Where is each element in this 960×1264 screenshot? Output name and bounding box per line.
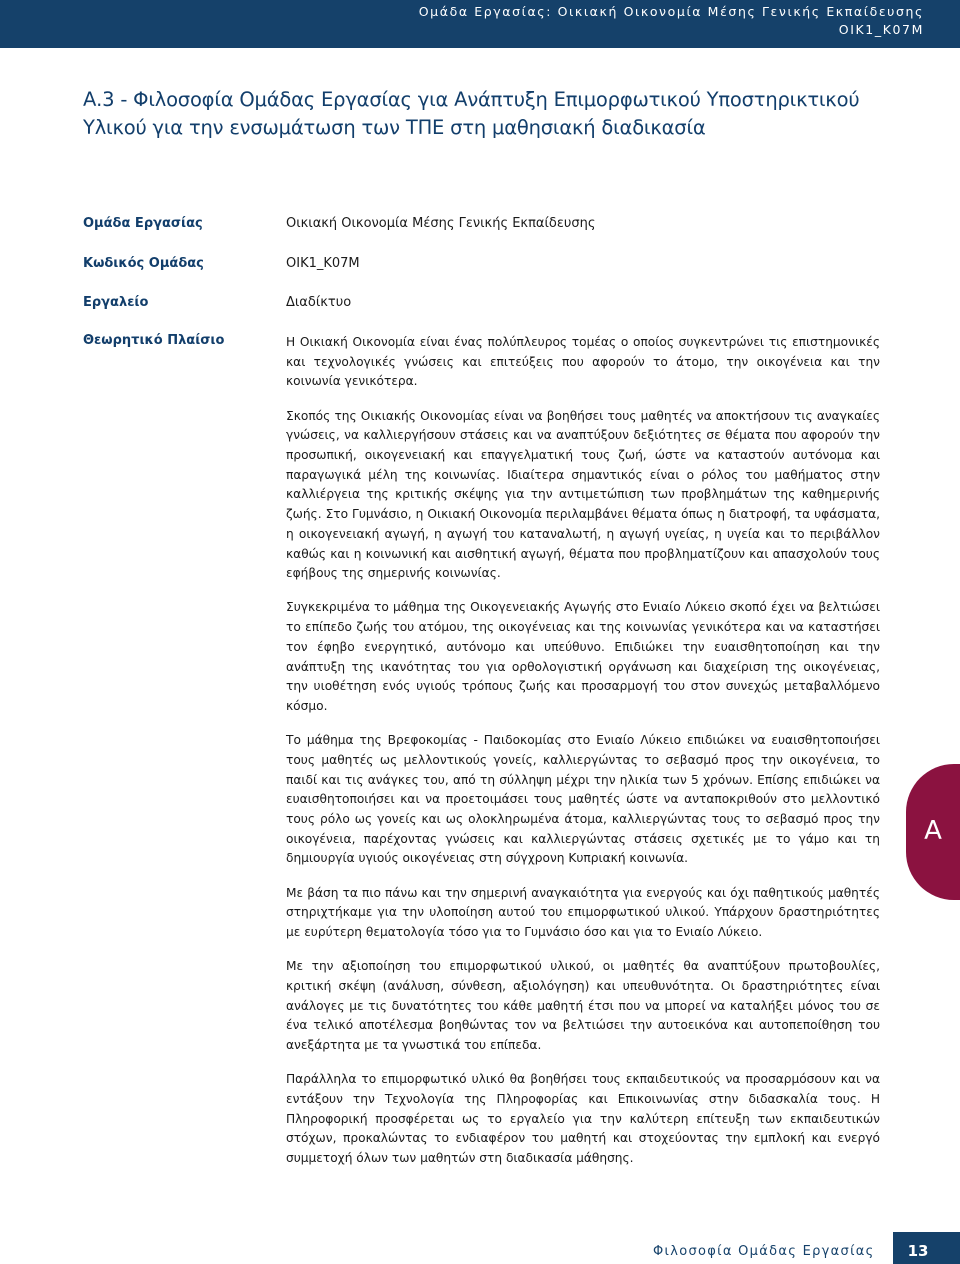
paragraph: Παράλληλα το επιμορφωτικό υλικό θα βοηθήσει τους εκπαιδευτικούς να προσαρμόσουν και να εντάξουν την Τεχνολογία της Πληροφορίας και Επικοινωνίας στην διδασκαλία τους. Η Πληροφορική προσφέρεται ως το εργαλείο για την καλύτερη επίτευξη των εκπαιδευτικών στόχων, προκαλώντας το ενδιαφέρον του μαθητή και στοχεύοντας την εμπλοκή και ενεργό συμμετοχή όλων των μαθητών στη διαδικασία μάθησης. <box>286 1072 880 1166</box>
footer-page-tab <box>893 1232 960 1264</box>
code-label: Κωδικός Ομάδας <box>83 256 204 271</box>
section-side-tab <box>906 764 960 900</box>
paragraph: Η Οικιακή Οικονομία είναι ένας πολύπλευρος τομέας ο οποίος συγκεντρώνει τις επιστημονικές και τεχνολογικές γνώσεις και επιτεύξεις που αφορούν το άτομο, την οικογένεια και την κοινωνία γενικότερα. <box>286 335 880 389</box>
team-value: Οικιακή Οικονομία Μέσης Γενικής Εκπαίδευσης <box>286 216 596 231</box>
framework-body <box>286 333 880 1183</box>
page-title-line2: Υλικού για την ενσωμάτωση των ΤΠΕ στη μαθησιακή διαδικασία <box>83 116 706 139</box>
header-code: ΟΙΚ1_Κ07Μ <box>838 22 924 37</box>
tool-value: Διαδίκτυο <box>286 295 352 310</box>
header-bar <box>0 0 960 48</box>
tool-label: Εργαλείο <box>83 295 149 310</box>
footer-section-title: Φιλοσοφία Ομάδας Εργασίας <box>653 1244 875 1259</box>
page-title-line1: Α.3 - Φιλοσοφία Ομάδας Εργασίας για Ανάπτυξη Επιμορφωτικού Υποστηρικτικού <box>83 88 860 111</box>
paragraph: Σκοπός της Οικιακής Οικονομίας είναι να βοηθήσει τους μαθητές να αποκτήσουν τις αναγκαίες γνώσεις, να καλλιεργήσουν στάσεις και να αναπτύξουν δεξιότητες σε θέματα που αφορούν την προσωπική, οικογενειακή και επαγγελματική τους ζωή, ώστε να καταστούν αυτόνομα και παραγωγικά μέλη της κοινωνίας. Ιδιαίτερα σημαντικός είναι ο ρόλος του μαθήματος στην καλλιέργεια της κριτικής σκέψης για την αντιμετώπιση των προβλημάτων της καθημερινής ζωής. Στο Γυμνάσιο, η Οικιακή Οικονομία περιλαμβάνει θέματα όπως η διατροφή, τα υφάσματα, η οικογενειακή αγωγή, η αγωγή του καταναλωτή, η αγωγή υγείας, η υγεία και το περιβάλλον καθώς και η κοινωνική και αισθητική αγωγή, θέματα που προβληματίζουν και απασχολούν τους εφήβους της σημερινής κοινωνίας. <box>286 408 880 581</box>
section-letter: Α <box>924 816 942 846</box>
header-subject: Ομάδα Εργασίας: Οικιακή Οικονομία Μέσης Γενικής Εκπαίδευσης <box>418 4 924 19</box>
team-label: Ομάδα Εργασίας <box>83 216 203 231</box>
page-number: 13 <box>907 1242 929 1260</box>
page-title <box>83 86 903 142</box>
paragraph: Το μάθημα της Βρεφοκομίας - Παιδοκομίας στο Ενιαίο Λύκειο επιδιώκει να ευαισθητοποιήσει τους μαθητές ως μελλοντικούς γονείς, καλλιεργώντας το σεβασμό προς την οικογένεια, το παιδί και τις ανάγκες του, από τη σύλληψη μέχρι την ηλικία των 5 χρόνων. Επίσης επιδιώκει να ευαισθητοποιήσει και να προετοιμάσει τους μαθητές ώστε να ανταποκριθούν στο μελλοντικό τους ρόλο ως γονείς και ως ολοκληρωμένα άτομα, καλλιεργώντας τους το σεβασμό προς την οικογένεια, παρέχοντας γνώσεις και καλλιεργώντας στάσεις σχετικές με το γάμο και τη δημιουργία υγιούς οικογένειας στη σύγχρονη Κυπριακή κοινωνία. <box>286 733 880 866</box>
paragraph: Με την αξιοποίηση του επιμορφωτικού υλικού, οι μαθητές θα αναπτύξουν πρωτοβουλίες, κριτική σκέψη (ανάλυση, σύνθεση, αξιολόγηση) και υπευθυνότητα. Οι δραστηριότητες είναι ανάλογες με τις δυνατότητες του κάθε μαθητή έτσι που να μπορεί να καταλήξει μόνος του σε ένα τελικό αποτέλεσμα βοηθώντας τον να βελτιώσει την αυτοεικόνα και αυτοπεποίθηση του ανεξάρτητα με τα γνωστικά του επίπεδα. <box>286 959 880 1052</box>
framework-label: Θεωρητικό Πλαίσιο <box>83 333 225 348</box>
paragraph: Με βάση τα πιο πάνω και την σημερινή αναγκαιότητα για ενεργούς και όχι παθητικούς μαθητές στηριχτήκαμε για την υλοποίηση αυτού του επιμορφωτικού υλικού. Υπάρχουν δραστηριότητες με ευρύτερη θεματολογία τόσο για το Γυμνάσιο όσο και για το Ενιαίο Λύκειο. <box>286 885 880 939</box>
paragraph: Συγκεκριμένα το μάθημα της Οικογενειακής Αγωγής στο Ενιαίο Λύκειο σκοπό έχει να βελτιώσει το επίπεδο ζωής του ατόμου, της οικογένειας και της κοινωνίας γενικότερα και να καταστήσει τον έφηβο ενεργητικό, αυτόνομο και υπεύθυνο. Επιδιώκει την ευαισθητοποίηση και την ανάπτυξη της ικανότητας του για ορθολογιστική οργάνωση και διαχείριση της οικογένειας, την υιοθέτηση ενός υγιούς τρόπους ζωής και προσαρμογή του στον συνεχώς μεταβαλλόμενο κόσμο. <box>286 600 880 713</box>
code-value: ΟΙΚ1_Κ07Μ <box>286 256 360 271</box>
